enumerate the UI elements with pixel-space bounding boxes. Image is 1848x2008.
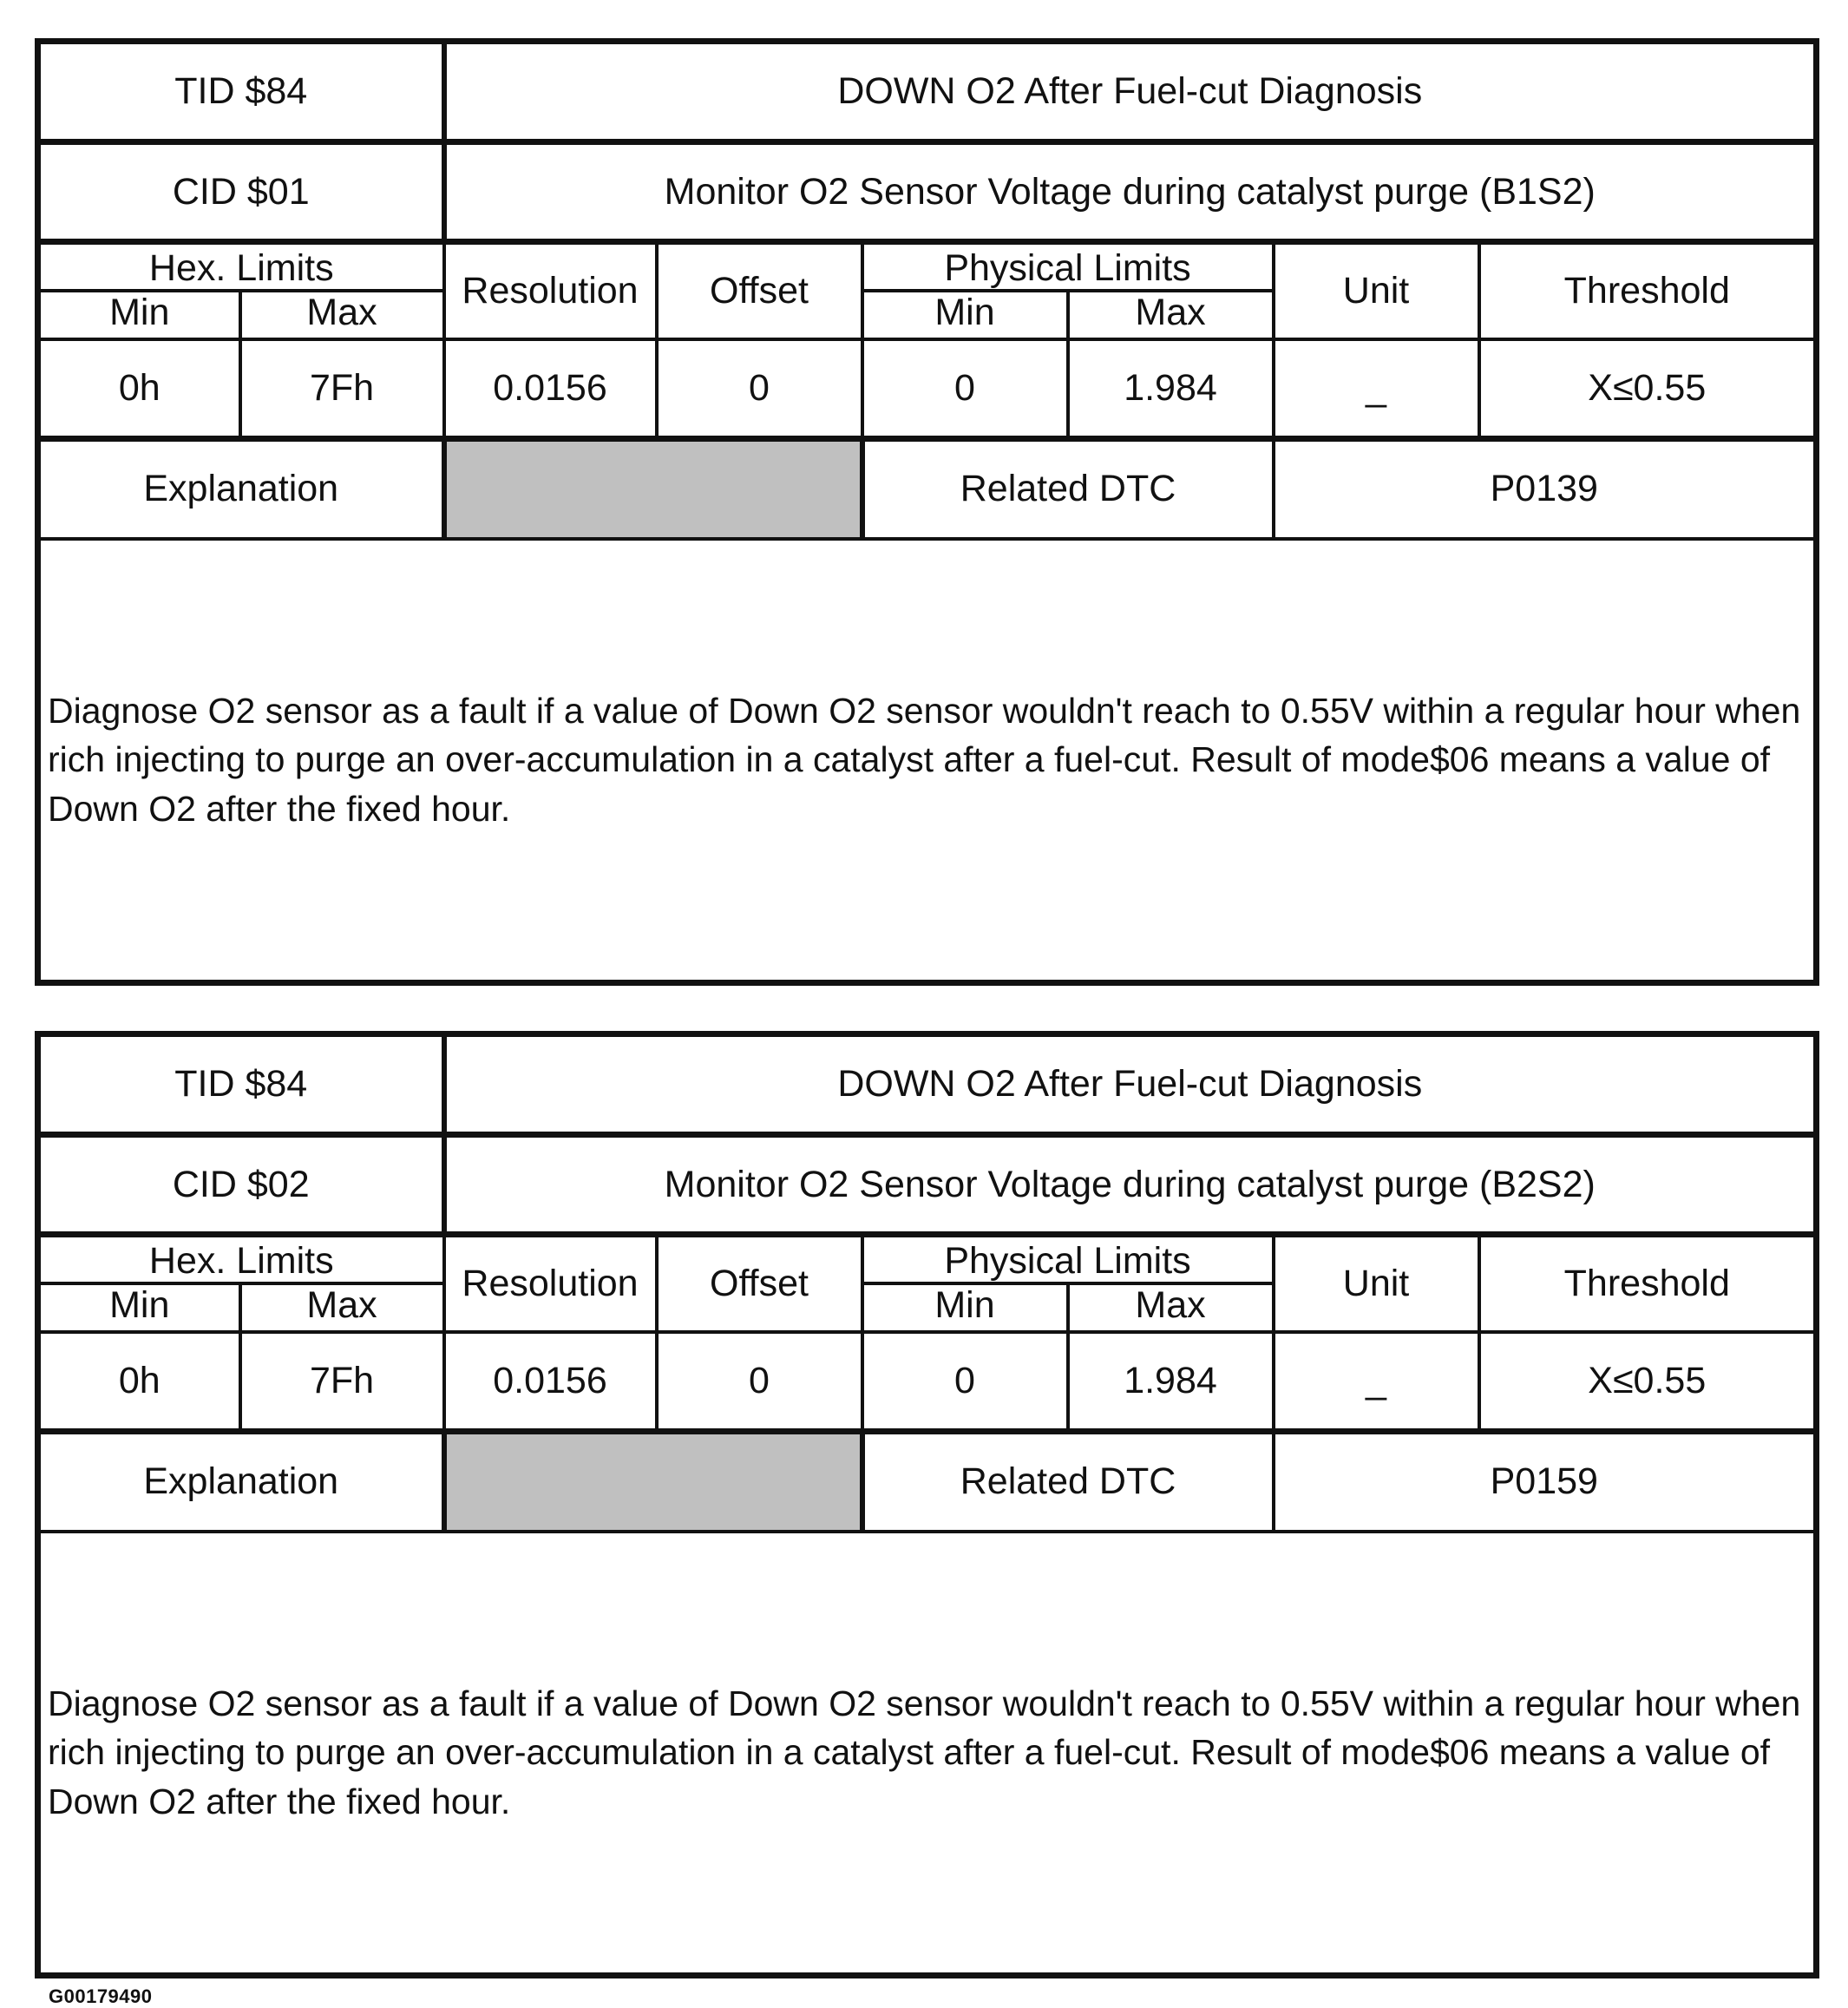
diagnosis-table-cid-01 (35, 38, 1819, 986)
physical-max-header: Max (1068, 291, 1274, 339)
explanation-label: Explanation (38, 439, 444, 539)
hex-min-value: 0h (38, 1332, 240, 1432)
resolution-header: Resolution (444, 1235, 657, 1332)
hex-max-header: Max (240, 1283, 444, 1332)
physical-min-value: 0 (862, 339, 1068, 439)
cid-description: Monitor O2 Sensor Voltage during catalyst purge (B1S2) (444, 142, 1817, 242)
tid-label: TID $84 (38, 1034, 444, 1135)
offset-value: 0 (657, 1332, 862, 1432)
physical-max-value: 1.984 (1068, 1332, 1274, 1432)
resolution-value: 0.0156 (444, 339, 657, 439)
explanation-text: Diagnose O2 sensor as a fault if a value of Down O2 sensor wouldn't reach to 0.55V within a regular hour when rich injecting to purge an over-accumulation in a catalyst after a fuel-cut. Result of mode$06 means a value of Down O2 after the fixed hour. (38, 1532, 1817, 1976)
hex-max-header: Max (240, 291, 444, 339)
hex-min-header: Min (38, 291, 240, 339)
threshold-value: X≤0.55 (1479, 339, 1817, 439)
related-dtc-value: P0159 (1274, 1432, 1817, 1532)
physical-min-value: 0 (862, 1332, 1068, 1432)
offset-header: Offset (657, 1235, 862, 1332)
physical-max-header: Max (1068, 1283, 1274, 1332)
tid-description: DOWN O2 After Fuel-cut Diagnosis (444, 1034, 1817, 1135)
related-dtc-value: P0139 (1274, 439, 1817, 539)
offset-value: 0 (657, 339, 862, 439)
physical-min-header: Min (862, 291, 1068, 339)
hex-limits-header: Hex. Limits (38, 242, 444, 291)
physical-limits-header: Physical Limits (862, 242, 1274, 291)
threshold-header: Threshold (1479, 242, 1817, 339)
tid-description: DOWN O2 After Fuel-cut Diagnosis (444, 42, 1817, 142)
figure-id: G00179490 (49, 1985, 153, 2007)
hex-min-value: 0h (38, 339, 240, 439)
resolution-header: Resolution (444, 242, 657, 339)
hex-max-value: 7Fh (240, 1332, 444, 1432)
related-dtc-label: Related DTC (862, 1432, 1274, 1532)
gray-filler-cell (444, 439, 862, 539)
hex-limits-header: Hex. Limits (38, 1235, 444, 1283)
cid-description: Monitor O2 Sensor Voltage during catalyst purge (B2S2) (444, 1135, 1817, 1235)
threshold-value: X≤0.55 (1479, 1332, 1817, 1432)
unit-header: Unit (1274, 242, 1479, 339)
hex-max-value: 7Fh (240, 339, 444, 439)
related-dtc-label: Related DTC (862, 439, 1274, 539)
resolution-value: 0.0156 (444, 1332, 657, 1432)
unit-value: _ (1274, 339, 1479, 439)
tid-label: TID $84 (38, 42, 444, 142)
diagnosis-table-cid-02 (35, 1031, 1819, 1978)
hex-min-header: Min (38, 1283, 240, 1332)
unit-header: Unit (1274, 1235, 1479, 1332)
threshold-header: Threshold (1479, 1235, 1817, 1332)
physical-limits-header: Physical Limits (862, 1235, 1274, 1283)
cid-label: CID $02 (38, 1135, 444, 1235)
offset-header: Offset (657, 242, 862, 339)
physical-max-value: 1.984 (1068, 339, 1274, 439)
explanation-label: Explanation (38, 1432, 444, 1532)
physical-min-header: Min (862, 1283, 1068, 1332)
explanation-text: Diagnose O2 sensor as a fault if a value of Down O2 sensor wouldn't reach to 0.55V within a regular hour when rich injecting to purge an over-accumulation in a catalyst after a fuel-cut. Result of mode$06 means a value of Down O2 after the fixed hour. (38, 539, 1817, 983)
unit-value: _ (1274, 1332, 1479, 1432)
cid-label: CID $01 (38, 142, 444, 242)
gray-filler-cell (444, 1432, 862, 1532)
